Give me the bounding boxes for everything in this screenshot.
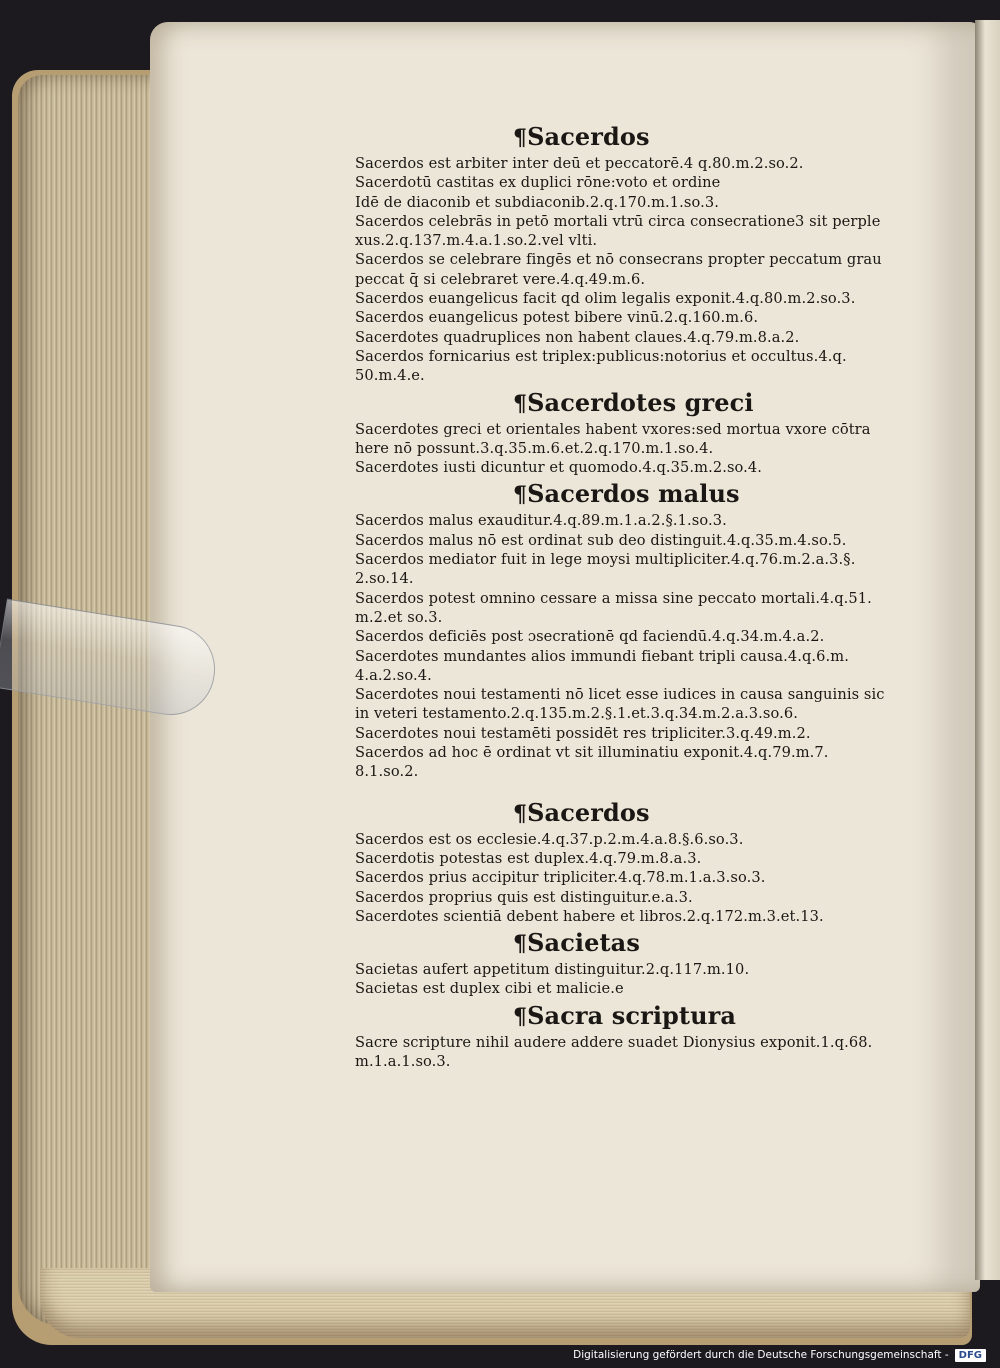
- entry-line: in veteri testamento.2.q.135.m.2.§.1.et.3.q.34.m.2.a.3.so.6.: [355, 705, 798, 723]
- entry-line: Sacerdotis potestas est duplex.4.q.79.m.8.a.3.: [355, 849, 702, 867]
- digitization-credit: [573, 1348, 986, 1362]
- entry-line: Sacerdos proprius quis est distinguitur.e.a.3.: [355, 888, 693, 906]
- section-heading: ¶Sacietas: [513, 928, 640, 958]
- section-heading: ¶Sacerdotes greci: [513, 387, 754, 417]
- entry-line: Idē de diaconib et subdiaconib.2.q.170.m.1.so.3.: [355, 193, 719, 211]
- entry-line: 2.so.14.: [355, 570, 414, 588]
- entry-line: here nō possunt.3.q.35.m.6.et.2.q.170.m.1.so.4.: [355, 439, 714, 457]
- entry-line: Sacerdos potest omnino cessare a missa sine peccato mortali.4.q.51.: [355, 589, 872, 607]
- entry-line: Sacietas est duplex cibi et malicie.e: [355, 980, 624, 998]
- entry-line: Sacerdotes scientiā debent habere et libros.2.q.172.m.3.et.13.: [355, 907, 824, 925]
- entry-line: Sacerdos deficiēs post ɔsecrationē qd faciendū.4.q.34.m.4.a.2.: [355, 628, 825, 646]
- entry-line: m.1.a.1.so.3.: [355, 1052, 451, 1070]
- section-heading: ¶Sacerdos: [513, 122, 650, 151]
- section-heading: ¶Sacerdos malus: [513, 479, 740, 509]
- entry-line: Sacerdotes noui testamēti possidēt res tripliciter.3.q.49.m.2.: [355, 724, 811, 742]
- credit-text: Digitalisierung gefördert durch die Deutsche Forschungsgemeinschaft -: [573, 1349, 949, 1361]
- section-heading: ¶Sacra scriptura: [513, 1000, 737, 1030]
- dfg-logo: DFG: [955, 1349, 986, 1362]
- entry-line: Sacerdos malus nō est ordinat sub deo distinguit.4.q.35.m.4.so.5.: [355, 531, 847, 549]
- entry-line: Sacerdotes iusti dicuntur et quomodo.4.q.35.m.2.so.4.: [355, 459, 763, 477]
- entry-line: Sacerdotū castitas ex duplici rōne:voto et ordine: [355, 174, 721, 192]
- entry-line: Sacietas aufert appetitum distinguitur.2.q.117.m.10.: [355, 961, 750, 979]
- entry-line: peccat q̄ si celebraret vere.4.q.49.m.6.: [355, 270, 646, 288]
- entry-line: Sacre scripture nihil audere addere suadet Dionysius exponit.1.q.68.: [355, 1033, 873, 1051]
- entry-line: Sacerdos se celebrare fingēs et nō consecrans propter peccatum grau: [355, 251, 882, 269]
- entry-line: Sacerdos prius accipitur tripliciter.4.q.78.m.1.a.3.so.3.: [355, 869, 766, 887]
- entry-line: Sacerdos celebrās in petō mortali vtrū circa consecratione3 sit perple: [355, 212, 881, 230]
- entry-line: Sacerdos est os ecclesie.4.q.37.p.2.m.4.a.8.§.6.so.3.: [355, 830, 744, 848]
- entry-line: Sacerdos mediator fuit in lege moysi multipliciter.4.q.76.m.2.a.3.§.: [355, 551, 856, 569]
- entry-line: Sacerdotes quadruplices non habent claues.4.q.79.m.8.a.2.: [355, 328, 800, 346]
- entry-line: Sacerdotes greci et orientales habent vxores:sed mortua vxore cōtra: [355, 420, 871, 438]
- entry-line: Sacerdos euangelicus facit qd olim legalis exponit.4.q.80.m.2.so.3.: [355, 290, 856, 308]
- page-text-block: [355, 120, 930, 1071]
- entry-line: 8.1.so.2.: [355, 763, 419, 781]
- entry-line: Sacerdos fornicarius est triplex:publicus:notorius et occultus.4.q.: [355, 347, 847, 365]
- entry-line: Sacerdos est arbiter inter deū et peccatorē.4 q.80.m.2.so.2.: [355, 155, 804, 172]
- entry-line: Sacerdotes mundantes alios immundi fiebant tripli causa.4.q.6.m.: [355, 647, 849, 665]
- entry-line: 4.a.2.so.4.: [355, 666, 432, 684]
- entry-line: Sacerdos euangelicus potest bibere vinū.2.q.160.m.6.: [355, 309, 759, 327]
- section-heading: ¶Sacerdos: [513, 797, 650, 827]
- entry-line: 50.m.4.e.: [355, 367, 425, 385]
- entry-line: Sacerdotes noui testamenti nō licet esse iudices in causa sanguinis sic: [355, 686, 885, 704]
- entry-line: Sacerdos ad hoc ē ordinat vt sit illuminatiu exponit.4.q.79.m.7.: [355, 744, 829, 762]
- entry-line: m.2.et so.3.: [355, 608, 443, 626]
- facing-page-edge: [975, 20, 1000, 1280]
- entry-line: Sacerdos malus exauditur.4.q.89.m.1.a.2.§.1.so.3.: [355, 512, 727, 530]
- entry-line: xus.2.q.137.m.4.a.1.so.2.vel vlti.: [355, 232, 598, 250]
